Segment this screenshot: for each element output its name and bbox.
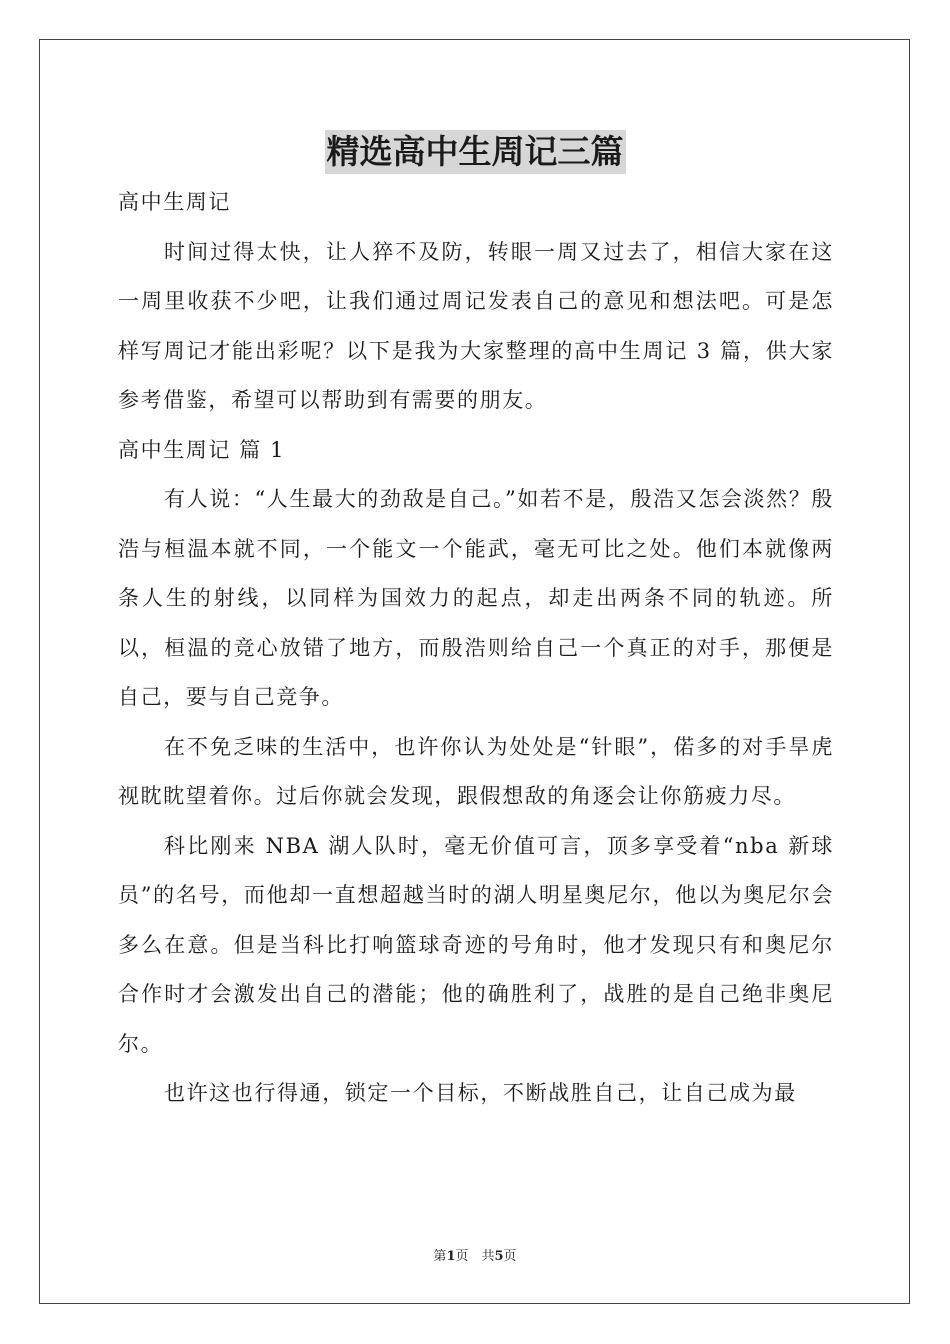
footer-page-number: 1 <box>446 1249 456 1264</box>
document-body <box>118 178 834 1119</box>
intro-paragraph: 时间过得太快，让人猝不及防，转眼一周又过去了，相信大家在这一周里收获不少吧，让我们通过周记发表自己的意见和想法吧。可是怎样写周记才能出彩呢？以下是我为大家整理的高中生周记 3 篇，供大家参考借鉴，希望可以帮助到有需要的朋友。 <box>118 239 834 412</box>
body-paragraph: 有人说：“人生最大的劲敌是自己。”如若不是，殷浩又怎会淡然？殷浩与桓温本就不同，一个能文一个能武，毫无可比之处。他们本就像两条人生的射线，以同样为国效力的起点，却走出两条不同的轨迹。所以，桓温的竞心放错了地方，而殷浩则给自己一个真正的对手，那便是自己，要与自己竞争。 <box>118 487 834 709</box>
section-heading: 高中生周记 <box>118 190 231 214</box>
footer-mid: 页 共 <box>455 1249 495 1264</box>
body-paragraph: 在不免乏味的生活中，也许你认为处处是“针眼”，偌多的对手旱虎视眈眈望着你。过后你就会发现，跟假想敌的角逐会让你筋疲力尽。 <box>118 734 834 808</box>
footer-prefix: 第 <box>433 1249 447 1264</box>
footer-suffix: 页 <box>503 1249 517 1264</box>
document-title: 精选高中生周记三篇 <box>325 130 626 174</box>
section-heading: 高中生周记 篇 1 <box>118 437 286 462</box>
title-container <box>0 130 950 174</box>
page-footer <box>0 1245 950 1264</box>
footer-total-pages: 5 <box>494 1249 504 1264</box>
body-paragraph: 也许这也行得通，锁定一个目标，不断战胜自己，让自己成为最 <box>164 1081 797 1105</box>
body-paragraph: 科比刚来 NBA 湖人队时，毫无价值可言，顶多享受着“nba 新球员”的名号，而他却一直想超越当时的湖人明星奥尼尔，他以为奥尼尔会多么在意。但是当科比打响篮球奇迹的号角时，他才发现只有和奥尼尔合作时才会激发出自己的潜能；他的确胜利了，战胜的是自己绝非奥尼尔。 <box>118 833 834 1056</box>
